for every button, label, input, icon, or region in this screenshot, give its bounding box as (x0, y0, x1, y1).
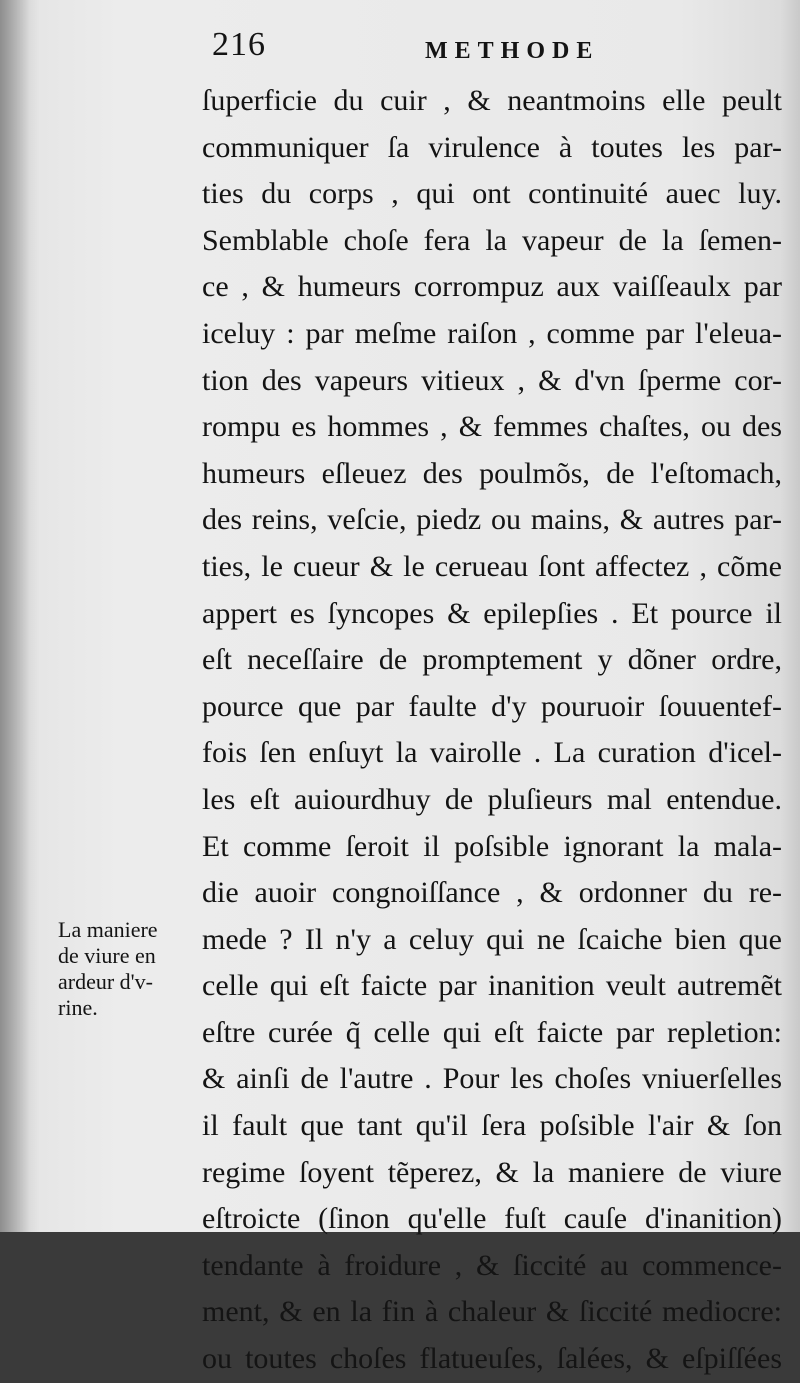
text-line: ties, le cueur & le cerueau ſont affectez , cõme (202, 549, 782, 583)
marginal-note-line: La maniere (58, 917, 158, 942)
page-number: 216 (212, 26, 266, 63)
text-line: rompu es hommes , & femmes chaſtes, ou des (202, 410, 782, 444)
page-header (0, 22, 800, 72)
text-line: eſt neceſſaire de promptement y dõner ordre, (202, 643, 782, 677)
text-line: ſuperficie du cuir , & neantmoins elle peult (202, 84, 782, 117)
text-line: fois ſen enſuyt la vairolle . La curation d'icel- (202, 736, 782, 770)
text-line: il fault que tant qu'il ſera poſsible l'air & ſon (202, 1109, 782, 1143)
text-line: pource que par faulte d'y pouruoir ſouuentef- (202, 689, 782, 723)
marginal-note-line: rine. (58, 995, 98, 1020)
text-line: Et comme ſeroit il poſsible ignorant la mala- (202, 829, 782, 863)
running-head: METHODE (425, 38, 600, 64)
text-line: mede ? Il n'y a celuy qui ne ſcaiche bien que (202, 922, 782, 956)
text-line: ment, & en la fin à chaleur & ſiccité mediocre: (202, 1295, 782, 1329)
text-line: eſtroicte (ſinon qu'elle fuſt cauſe d'inanition) (202, 1202, 782, 1236)
marginal-note-line: de viure en (58, 943, 156, 968)
text-line: die auoir congnoiſſance , & ordonner du re- (202, 876, 782, 910)
marginal-note-line: ardeur d'v- (58, 969, 153, 994)
text-line: celle qui eſt faicte par inanition veult autremẽt (202, 969, 782, 1003)
text-line: tendante à froidure , & ſiccité au commence- (202, 1248, 782, 1282)
text-line: iceluy : par meſme raiſon , comme par l'eleua- (202, 316, 782, 350)
text-line: appert es ſyncopes & epilepſies . Et pource il (202, 596, 782, 630)
text-line: & ainſi de l'autre . Pour les choſes vniuerſelles (202, 1062, 782, 1096)
page-gutter-shadow (0, 0, 30, 1232)
text-line: tion des vapeurs vitieux , & d'vn ſperme cor- (202, 363, 782, 397)
text-line: des reins, veſcie, piedz ou mains, & autres par- (202, 503, 782, 537)
text-line: Semblable choſe fera la vapeur de la ſemen- (202, 223, 782, 257)
text-line: regime ſoyent tẽperez, & la maniere de viure (202, 1155, 782, 1189)
text-line: eſtre curée q̃ celle qui eſt faicte par repletion: (202, 1015, 782, 1049)
text-line: ce , & humeurs corrompuz aux vaiſſeaulx par (202, 270, 782, 304)
text-line: les eſt auiourdhuy de pluſieurs mal entendue. (202, 782, 782, 816)
text-line: humeurs eſleuez des poulmõs, de l'eſtomach, (202, 456, 782, 490)
text-line: ties du corps , qui ont continuité auec luy. (202, 177, 782, 211)
body-text (202, 78, 782, 1383)
marginal-note (58, 917, 198, 1021)
text-line: ou toutes choſes flatueuſes, ſalées, & eſpiſſées (202, 1342, 782, 1376)
text-line: communiquer ſa virulence à toutes les par- (202, 130, 782, 164)
